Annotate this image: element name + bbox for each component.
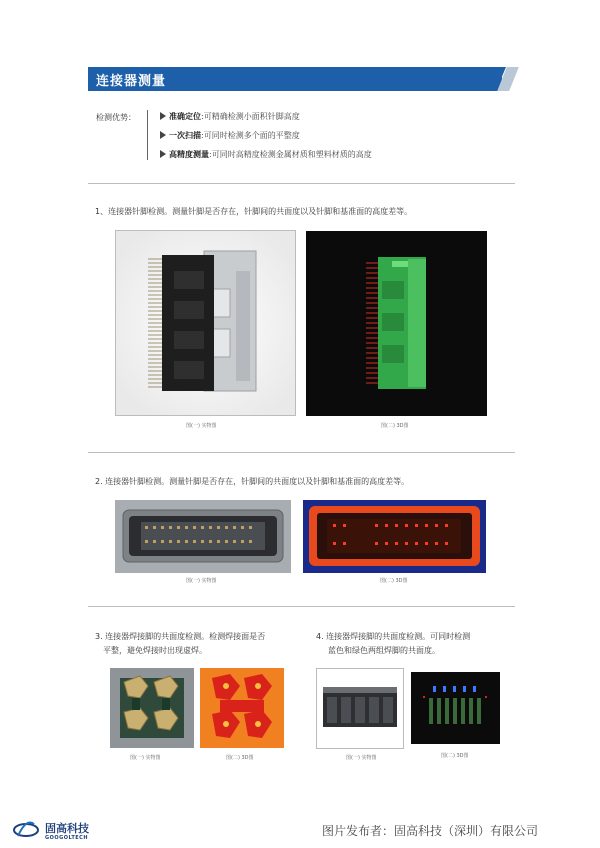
scan-image bbox=[303, 500, 486, 573]
arrow-right-icon bbox=[160, 150, 166, 158]
section1-description: 1、连接器针脚检测。测量针脚是否存在，针脚间的共面度以及针脚和基准面的高度差等。 bbox=[95, 207, 413, 216]
figure-caption: 图(二) 3D图 bbox=[381, 423, 409, 429]
advantage-text: :可同时检测多个面的平整度 bbox=[201, 131, 300, 140]
solder-photo-image bbox=[317, 669, 403, 748]
section2-description: 2. 连接器针脚检测。测量针脚是否存在，针脚间的共面度以及针脚和基准面的高度差等。 bbox=[95, 477, 410, 486]
page-title: 连接器测量 bbox=[96, 74, 167, 89]
advantage-item bbox=[160, 149, 372, 160]
advantage-text: :可同时高精度检测金属材质和塑料材质的高度 bbox=[209, 150, 372, 159]
solder-3d-scan-3 bbox=[200, 668, 284, 748]
connector-photo-image bbox=[116, 231, 295, 415]
scan-image bbox=[306, 231, 487, 416]
company-logo-text: 固高科技 bbox=[45, 822, 89, 835]
scan-image bbox=[200, 668, 284, 748]
section4-description-line2: 蓝色和绿色两组焊脚的共面度。 bbox=[328, 646, 440, 655]
advantage-title: 准确定位 bbox=[169, 112, 201, 121]
section3-description-line2: 平整，避免焊接时出现虚焊。 bbox=[103, 646, 207, 655]
solder-3d-scan-4 bbox=[411, 672, 500, 744]
arrow-right-icon bbox=[160, 112, 166, 120]
advantages-divider bbox=[147, 110, 148, 160]
arrow-right-icon bbox=[160, 131, 166, 139]
advantage-item bbox=[160, 130, 300, 141]
advantage-title: 高精度测量 bbox=[169, 150, 209, 159]
advantage-item bbox=[160, 111, 300, 122]
figure-caption: 图(一) 实物图 bbox=[186, 423, 217, 429]
divider bbox=[88, 452, 515, 453]
connector-photo-image bbox=[115, 500, 291, 573]
section4-description-line1: 4. 连接器焊接脚的共面度检测。可同时检测 bbox=[316, 632, 471, 641]
advantage-title: 一次扫描 bbox=[169, 131, 201, 140]
solder-photo-4 bbox=[316, 668, 404, 749]
scan-image bbox=[411, 672, 500, 744]
connector-photo-2 bbox=[115, 500, 291, 573]
divider bbox=[88, 606, 515, 607]
figure-caption: 图(二) 3D图 bbox=[441, 753, 469, 759]
company-logo-icon bbox=[12, 818, 40, 842]
solder-photo-image bbox=[110, 668, 194, 748]
figure-caption: 图(一) 实物图 bbox=[130, 755, 161, 761]
company-logo-subtext: GOOGOLTECH bbox=[45, 835, 88, 841]
section3-description-line1: 3. 连接器焊接脚的共面度检测。检测焊接面是否 bbox=[95, 632, 266, 641]
advantage-text: :可精确检测小面积针脚高度 bbox=[201, 112, 300, 121]
connector-3d-scan-1 bbox=[306, 231, 487, 416]
publisher-credit: 图片发布者：固高科技（深圳）有限公司 bbox=[322, 824, 539, 838]
figure-caption: 图(一) 实物图 bbox=[346, 755, 377, 761]
solder-photo-3 bbox=[110, 668, 194, 748]
figure-caption: 图(一) 实物图 bbox=[186, 578, 217, 584]
connector-3d-scan-2 bbox=[303, 500, 486, 573]
figure-caption: 图(二) 3D图 bbox=[380, 578, 408, 584]
advantages-label: 检测优势： bbox=[96, 113, 136, 122]
connector-photo-1 bbox=[115, 230, 296, 416]
figure-caption: 图(二) 3D图 bbox=[226, 755, 254, 761]
divider bbox=[88, 183, 515, 184]
